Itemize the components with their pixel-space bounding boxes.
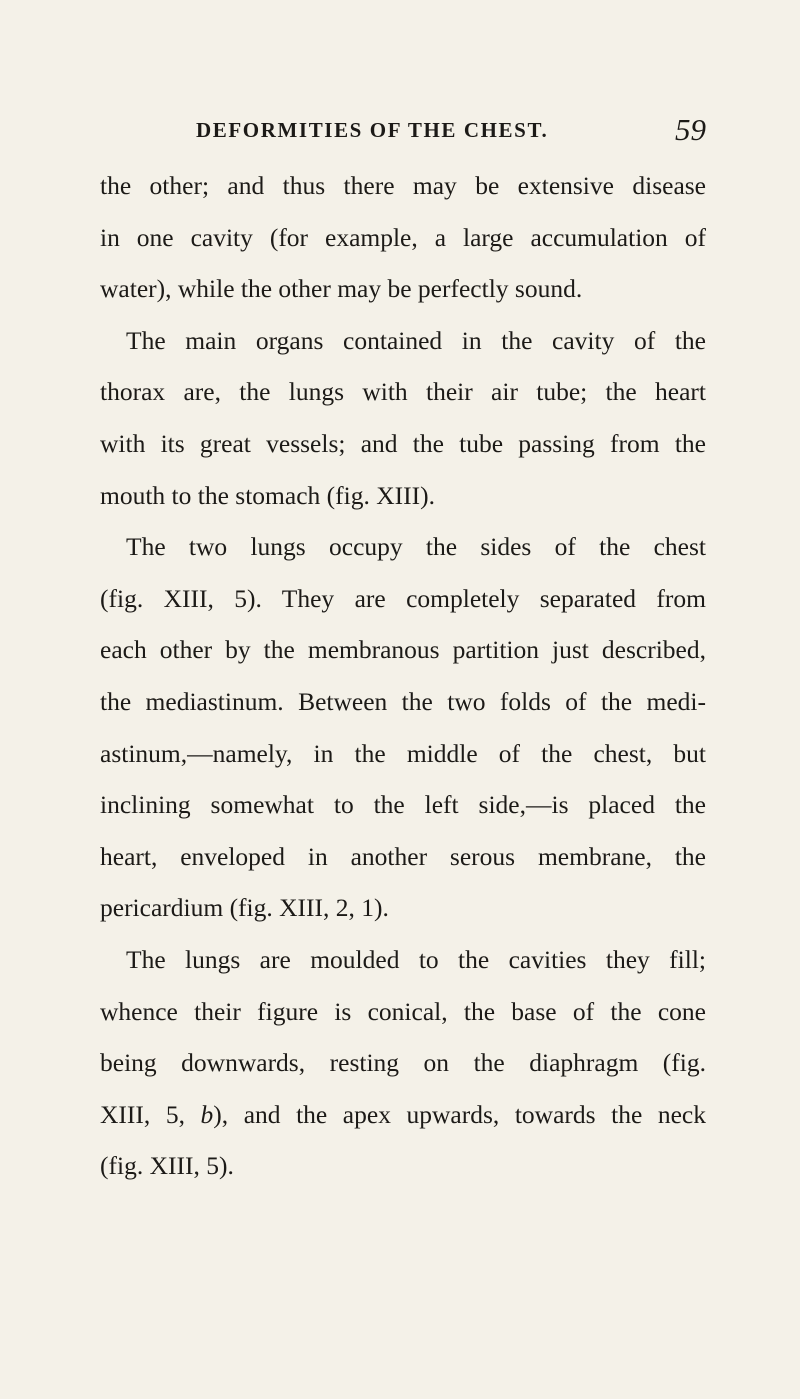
text-line: being downwards, resting on the diaphragm (fig. [100,1048,706,1078]
text-line: whence their figure is conical, the base of the cone [100,996,706,1026]
text-line: thorax are, the lungs with their air tube; the heart [100,377,706,407]
text-line: The main organs contained in the cavity of the [126,325,706,355]
page-number: 59 [675,112,706,147]
running-title: DEFORMITIES OF THE CHEST. [196,118,549,142]
body-text [100,160,706,1192]
text-line: with its great vessels; and the tube passing from the [100,428,706,458]
text-line: (fig. XIII, 5). They are completely separated from [100,583,706,613]
text-line: the mediastinum. Between the two folds of the medi- [100,686,706,716]
text-line: in one cavity (for example, a large accumulation of [100,222,706,252]
text-line: heart, enveloped in another serous membrane, the [100,841,706,871]
text-line: The two lungs occupy the sides of the chest [126,532,706,562]
running-head [0,112,800,148]
text-line: mouth to the stomach (fig. XIII). [100,480,435,510]
text-line: XIII, 5, b), and the apex upwards, towards the neck [100,1099,707,1129]
text-line: inclining somewhat to the left side,—is placed the [100,790,706,820]
text-line: astinum,—namely, in the middle of the chest, but [100,738,706,768]
text-line: each other by the membranous partition just described, [100,635,706,665]
text-line: pericardium (fig. XIII, 2, 1). [100,893,389,923]
text-line: the other; and thus there may be extensive disease [100,171,706,200]
text-line: (fig. XIII, 5). [100,1151,234,1181]
text-line: water), while the other may be perfectly sound. [100,274,583,304]
text-line: The lungs are moulded to the cavities they fill; [126,944,706,974]
